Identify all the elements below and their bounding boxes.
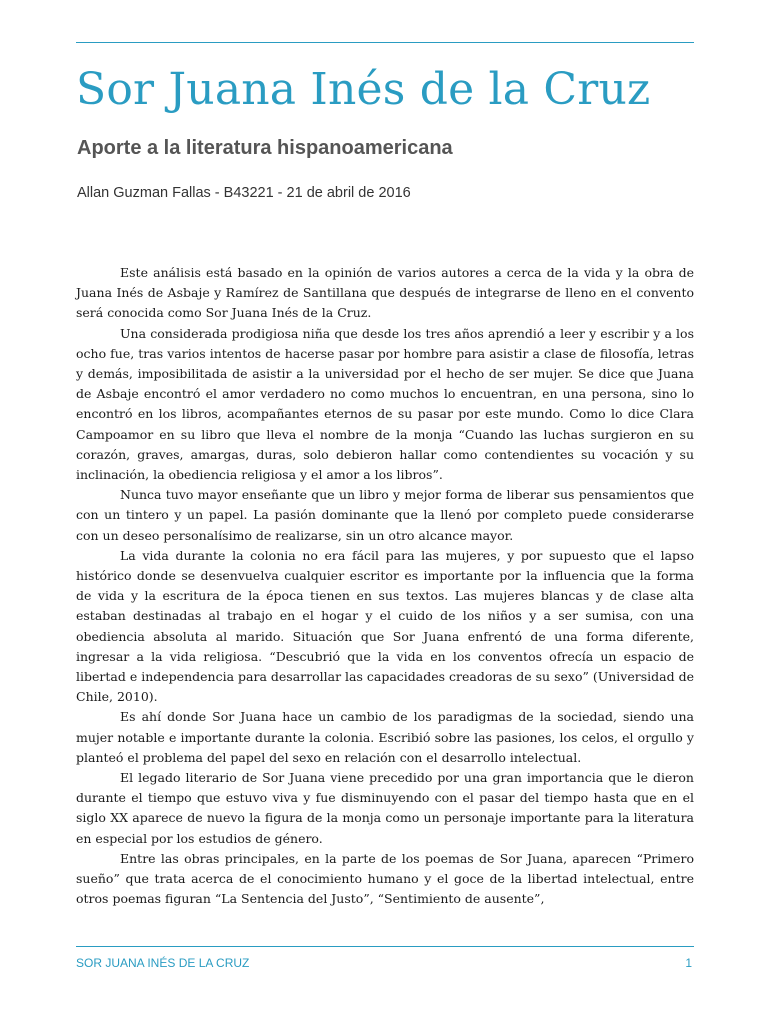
document-title: Sor Juana Inés de la Cruz <box>76 64 651 115</box>
paragraph: Es ahí donde Sor Juana hace un cambio de los paradigmas de la sociedad, siendo una mujer notable e importante durante la colonia. Escribió sobre las pasiones, los celos, el orgullo y planteó el problema del papel del sexo en relación con el desarrollo intelectual. <box>76 709 694 765</box>
page-number: 1 <box>685 956 692 970</box>
paragraph: Nunca tuvo mayor enseñante que un libro y mejor forma de liberar sus pensamientos que con un tintero y un papel. La pasión dominante que la llenó por completo puede considerarse con un deseo personalísimo de realizarse, sin un otro alcance mayor. <box>76 487 694 543</box>
paragraph: Entre las obras principales, en la parte de los poemas de Sor Juana, aparecen “Primero sueño” que trata acerca de el conocimiento humano y el goce de la libertad intelectual, entre otros poemas figuran “La Sentencia del Justo”, “Sentimiento de ausente”, <box>76 850 694 907</box>
body-text <box>76 263 694 910</box>
paragraph: Este análisis está basado en la opinión de varios autores a cerca de la vida y la obra de Juana Inés de Asbaje y Ramírez de Santillana que después de integrarse de lleno en el convento será conocida como Sor Juana Inés de la Cruz. <box>76 265 694 321</box>
paragraph: Una considerada prodigiosa niña que desde los tres años aprendió a leer y escribir y a los ocho fue, tras varios intentos de hacerse pasar por hombre para asistir a clase de filosofía, letras y demás, imposibilitada de asistir a la universidad por el hecho de ser mujer. Se dice que Juana de Asbaje encontró el amor verdadero no como muchos lo encuentran, en una persona, sino lo encontró en los libros, acompañantes eternos de su pasar por este mundo. Como lo dice Clara Campoamor en su libro que lleva el nombre de la monja “Cuando las luchas surgieron en su corazón, graves, amargas, duras, solo debieron hallar como contendientes su vocación y su inclinación, la obediencia religiosa y el amor a los libros”. <box>76 325 694 483</box>
footer-running-title: SOR JUANA INÉS DE LA CRUZ <box>76 956 250 970</box>
document-subtitle: Aporte a la literatura hispanoamericana <box>77 137 453 159</box>
author-byline: Allan Guzman Fallas - B43221 - 21 de abril de 2016 <box>77 185 411 201</box>
paragraph: El legado literario de Sor Juana viene precedido por una gran importancia que le dieron durante el tiempo que estuvo viva y fue disminuyendo con el pasar del tiempo hasta que en el siglo XX aparece de nuevo la figura de la monja como un personaje importante para la literatura en especial por los estudios de género. <box>76 770 694 846</box>
footer-rule <box>76 946 694 947</box>
header-rule <box>76 42 694 43</box>
paragraph: La vida durante la colonia no era fácil para las mujeres, y por supuesto que el lapso histórico donde se desenvuelva cualquier escritor es importante por la influencia que la forma de vida y la escritura de la época tienen en sus textos. Las mujeres blancas y de clase alta estaban destinadas al trabajo en el hogar y el cuido de los niños y a ser sumisa, con una obediencia absoluta al marido. Situación que Sor Juana enfrentó de una forma diferente, ingresar a la vida religiosa. “Descubrió que la vida en los conventos ofrecía un espacio de libertad e independencia para desarrollar las capacidades creadoras de su sexo” (Universidad de Chile, 2010). <box>76 547 694 705</box>
